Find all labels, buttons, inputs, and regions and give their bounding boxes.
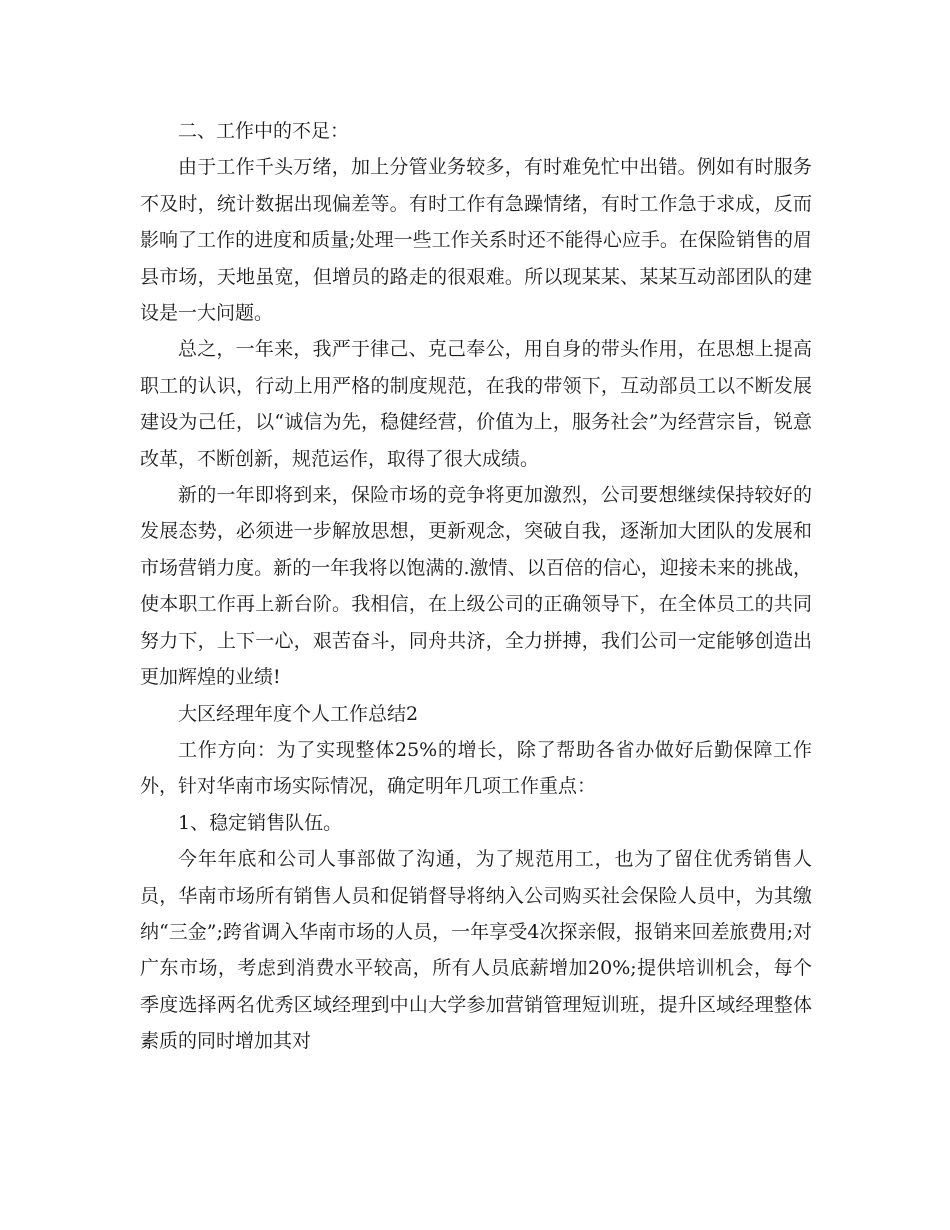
paragraph-work-direction: 工作方向：为了实现整体25%的增长，除了帮助各省办做好后勤保障工作外，针对华南市场实际情况，确定明年几项工作重点： [140, 738, 812, 798]
paragraph-new-year: 新的一年即将到来，保险市场的竞争将更加激烈，公司要想继续保持较好的发展态势，必须进一步解放思想，更新观念，突破自我，逐渐加大团队的发展和市场营销力度。新的一年我将以饱满的.激情、以百倍的信心，迎接未来的挑战，使本职工作再上新台阶。我相信，在上级公司的正确领导下，在全体员工的共同努力下，上下一心，艰苦奋斗，同舟共济，全力拼搏，我们公司一定能够创造出更加辉煌的业绩! [140, 484, 812, 689]
paragraph-hr-communication: 今年年底和公司人事部做了沟通，为了规范用工，也为了留住优秀销售人员，华南市场所有销售人员和促销督导将纳入公司购买社会保险人员中，为其缴纳“三金”;跨省调入华南市场的人员，一年享受4次探亲假，报销来回差旅费用;对广东市场，考虑到消费水平较高，所有人员底薪增加20%;提供培训机会，每个季度选择两名优秀区域经理到中山大学参加营销管理短训班，提升区域经理整体素质的同时增加其对 [140, 848, 812, 1053]
paragraph-summary: 总之，一年来，我严于律己、克己奉公，用自身的带头作用，在思想上提高职工的认识，行动上用严格的制度规范，在我的带领下，互动部员工以不断发展建设为己任，以“诚信为先，稳健经营，价值为上，服务社会”为经营宗旨，锐意改革，不断创新，规范运作，取得了很大成绩。 [140, 338, 812, 470]
document-title-summary-2: 大区经理年度个人工作总结2 [178, 702, 419, 725]
section-heading-shortcomings: 二、工作中的不足： [178, 120, 350, 142]
paragraph-shortcomings: 由于工作千头万绪，加上分管业务较多，有时难免忙中出错。例如有时服务不及时，统计数据出现偏差等。有时工作有急躁情绪，有时工作急于求成，反而影响了工作的进度和质量;处理一些工作关系时还不能得心应手。在保险销售的眉县市场，天地虽宽，但增员的路走的很艰难。所以现某某、某某互动部团队的建设是一大问题。 [140, 156, 812, 325]
list-heading-stabilize-sales-team: 1、稳定销售队伍。 [178, 811, 343, 834]
document-page [140, 113, 812, 1060]
